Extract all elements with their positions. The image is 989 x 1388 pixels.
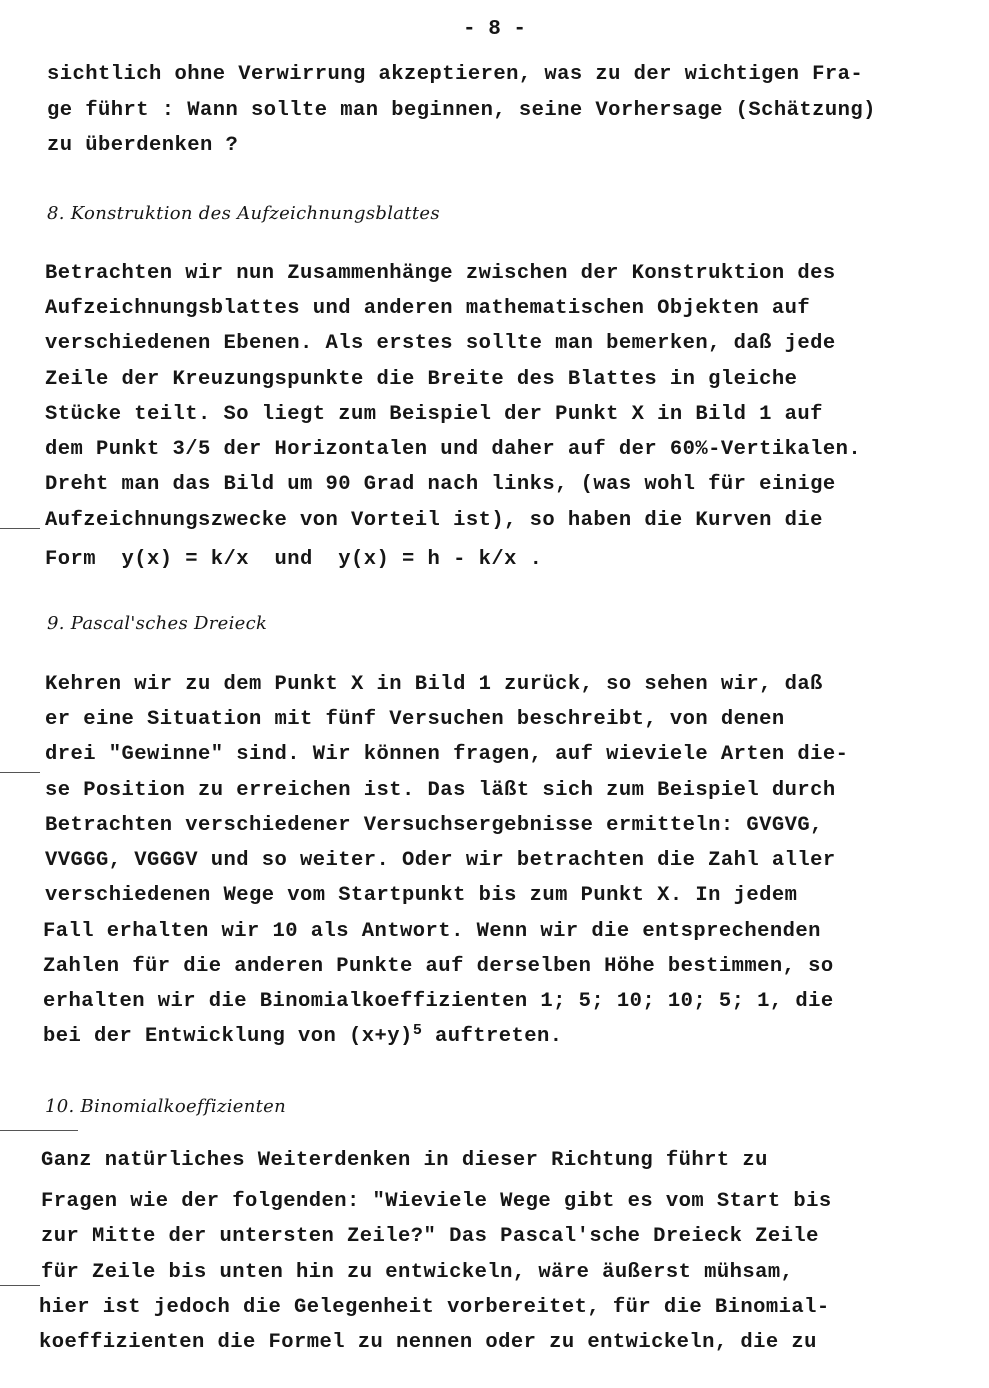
- text-line: Zahlen für die anderen Punkte auf derselben Höhe bestimmen, so: [43, 955, 834, 978]
- text-line-with-exponent: [43, 1022, 563, 1048]
- text-line: Ganz natürliches Weiterdenken in dieser Richtung führt zu: [41, 1149, 768, 1172]
- text-line: für Zeile bis unten hin zu entwickeln, wäre äußerst mühsam,: [41, 1261, 794, 1284]
- text-line: Aufzeichnungsblattes und anderen mathematischen Objekten auf: [45, 297, 811, 320]
- scan-rule: [0, 1130, 78, 1131]
- text-line: verschiedenen Wege vom Startpunkt bis zum Punkt X. In jedem: [45, 884, 798, 907]
- text-line: koeffizienten die Formel zu nennen oder zu entwickeln, die zu: [39, 1331, 817, 1354]
- text-line: VVGGG, VGGGV und so weiter. Oder wir betrachten die Zahl aller: [45, 849, 836, 872]
- text-line: Kehren wir zu dem Punkt X in Bild 1 zurück, so sehen wir, daß: [45, 673, 823, 696]
- text-line: Zeile der Kreuzungspunkte die Breite des Blattes in gleiche: [45, 368, 798, 391]
- scan-rule: [0, 1285, 40, 1286]
- text-line: zu überdenken ?: [47, 134, 239, 157]
- text-line: Betrachten verschiedener Versuchsergebnisse ermitteln: GVGVG,: [45, 814, 823, 837]
- text-line: zur Mitte der untersten Zeile?" Das Pascal'sche Dreieck Zeile: [41, 1225, 819, 1248]
- text-line: Betrachten wir nun Zusammenhänge zwischen der Konstruktion des: [45, 262, 836, 285]
- text-line: Aufzeichnungszwecke von Vorteil ist), so haben die Kurven die: [45, 509, 823, 532]
- section-heading-10: 10. Binomialkoeffizienten: [45, 1096, 287, 1117]
- text-line: sichtlich ohne Verwirrung akzeptieren, was zu der wichtigen Fra-: [47, 63, 864, 86]
- text-line: Fall erhalten wir 10 als Antwort. Wenn wir die entsprechenden: [43, 920, 821, 943]
- page-number: - 8 -: [462, 18, 526, 41]
- text-line: dem Punkt 3/5 der Horizontalen und daher auf der 60%-Vertikalen.: [45, 438, 862, 461]
- text-line: drei "Gewinne" sind. Wir können fragen, auf wieviele Arten die-: [45, 743, 849, 766]
- text-line: se Position zu erreichen ist. Das läßt sich zum Beispiel durch: [45, 779, 836, 802]
- scan-rule: [0, 528, 40, 529]
- text-line: Dreht man das Bild um 90 Grad nach links, (was wohl für einige: [45, 473, 836, 496]
- section-heading-8: 8. Konstruktion des Aufzeichnungsblattes: [47, 203, 440, 224]
- text-line: hier ist jedoch die Gelegenheit vorbereitet, für die Binomial-: [39, 1296, 830, 1319]
- text-before-exponent: bei der Entwicklung von (x+y): [43, 1025, 413, 1048]
- section-heading-9: 9. Pascal'sches Dreieck: [47, 613, 268, 634]
- scan-rule: [0, 772, 40, 773]
- text-after-exponent: auftreten.: [422, 1025, 563, 1048]
- text-line: Stücke teilt. So liegt zum Beispiel der Punkt X in Bild 1 auf: [45, 403, 823, 426]
- text-line: verschiedenen Ebenen. Als erstes sollte man bemerken, daß jede: [45, 332, 836, 355]
- text-line: er eine Situation mit fünf Versuchen beschreibt, von denen: [45, 708, 785, 731]
- formula-line: Form y(x) = k/x und y(x) = h - k/x .: [45, 548, 543, 571]
- text-line: erhalten wir die Binomialkoeffizienten 1; 5; 10; 10; 5; 1, die: [43, 990, 834, 1013]
- text-line: Fragen wie der folgenden: "Wieviele Wege gibt es vom Start bis: [41, 1190, 832, 1213]
- text-line: ge führt : Wann sollte man beginnen, seine Vorhersage (Schätzung): [47, 99, 876, 122]
- exponent: 5: [412, 1022, 423, 1039]
